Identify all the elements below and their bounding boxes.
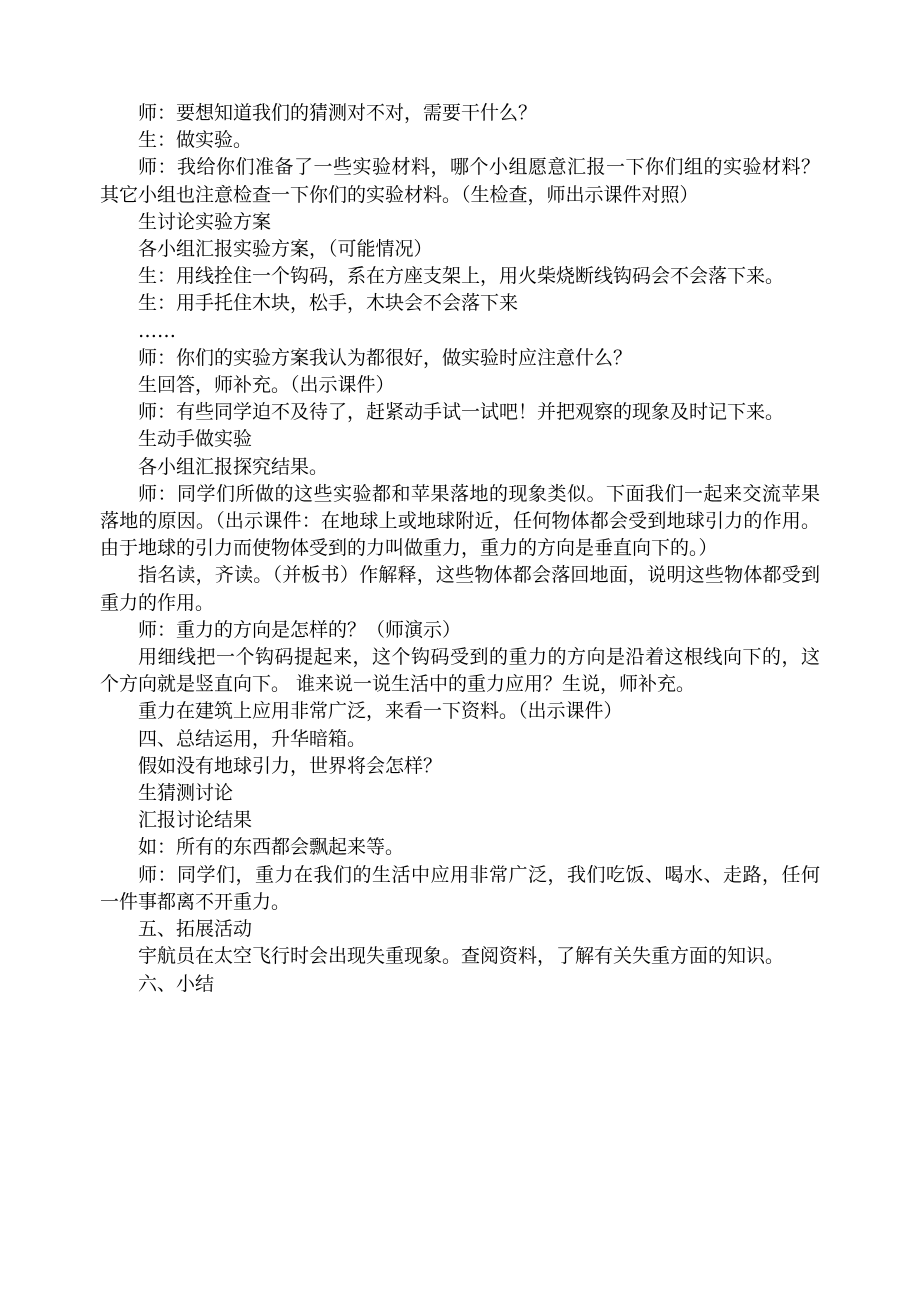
paragraph: 各小组汇报探究结果。 — [138, 455, 329, 478]
paragraph: 生：用线拴住一个钩码，系在方座支架上，用火柴烧断线钩码会不会落下来。 — [138, 265, 785, 288]
paragraph: 师：重力的方向是怎样的？（师演示） — [138, 618, 462, 641]
paragraph: 师：你们的实验方案我认为都很好，做实验时应注意什么？ — [138, 346, 633, 369]
section-heading: 四、总结运用，升华暗箱。 — [138, 727, 367, 750]
paragraph: 师：有些同学迫不及待了，赶紧动手试一试吧！并把观察的现象及时记下来。 — [138, 401, 785, 424]
paragraph: 师：要想知道我们的猜测对不对，需要干什么？ — [138, 102, 538, 124]
paragraph: 重力在建筑上应用非常广泛，来看一下资料。（出示课件） — [138, 700, 623, 723]
paragraph: 生：做实验。 — [138, 129, 253, 152]
paragraph: 各小组汇报实验方案，（可能情况） — [138, 238, 433, 261]
paragraph: 汇报讨论结果 — [138, 809, 253, 832]
paragraph: 指名读，齐读。（并板书）作解释，这些物体都会落回地面，说明这些物体都受到重力的作用。 — [100, 564, 820, 614]
paragraph: 宇航员在太空飞行时会出现失重现象。查阅资料，了解有关失重方面的知识。 — [138, 945, 785, 968]
paragraph: 生回答，师补充。（出示课件） — [138, 374, 395, 397]
paragraph: 生猜测讨论 — [138, 782, 234, 805]
paragraph: 师：同学们，重力在我们的生活中应用非常广泛，我们吃饭、喝水、走路，任何一件事都离不开重力。 — [100, 863, 820, 913]
paragraph: 生讨论实验方案 — [138, 210, 272, 233]
paragraph: 师：同学们所做的这些实验都和苹果落地的现象类似。下面我们一起来交流苹果落地的原因。（出示课件：在地球上或地球附近，任何物体都会受到地球引力的作用。由于地球的引力而使物体受到的力叫做重力，重力的方向是垂直向下的。） — [100, 482, 820, 560]
paragraph: 师：我给你们准备了一些实验材料，哪个小组愿意汇报一下你们组的实验材料？其它小组也注意检查一下你们的实验材料。（生检查，师出示课件对照） — [100, 156, 820, 206]
document-page — [100, 100, 820, 998]
paragraph: 生：用手托住木块，松手，木块会不会落下来 — [138, 292, 519, 315]
section-heading: 六、小结 — [138, 972, 215, 995]
section-heading: 五、拓展活动 — [138, 918, 253, 941]
ellipsis-line: …… — [138, 319, 176, 342]
paragraph: 生动手做实验 — [138, 428, 253, 451]
paragraph: 如：所有的东西都会飘起来等。 — [138, 836, 405, 859]
paragraph: 用细线把一个钩码提起来，这个钩码受到的重力的方向是沿着这根线向下的，这个方向就是竖直向下。 谁来说一说生活中的重力应用？生说，师补充。 — [100, 646, 820, 696]
paragraph: 假如没有地球引力，世界将会怎样？ — [138, 754, 443, 777]
